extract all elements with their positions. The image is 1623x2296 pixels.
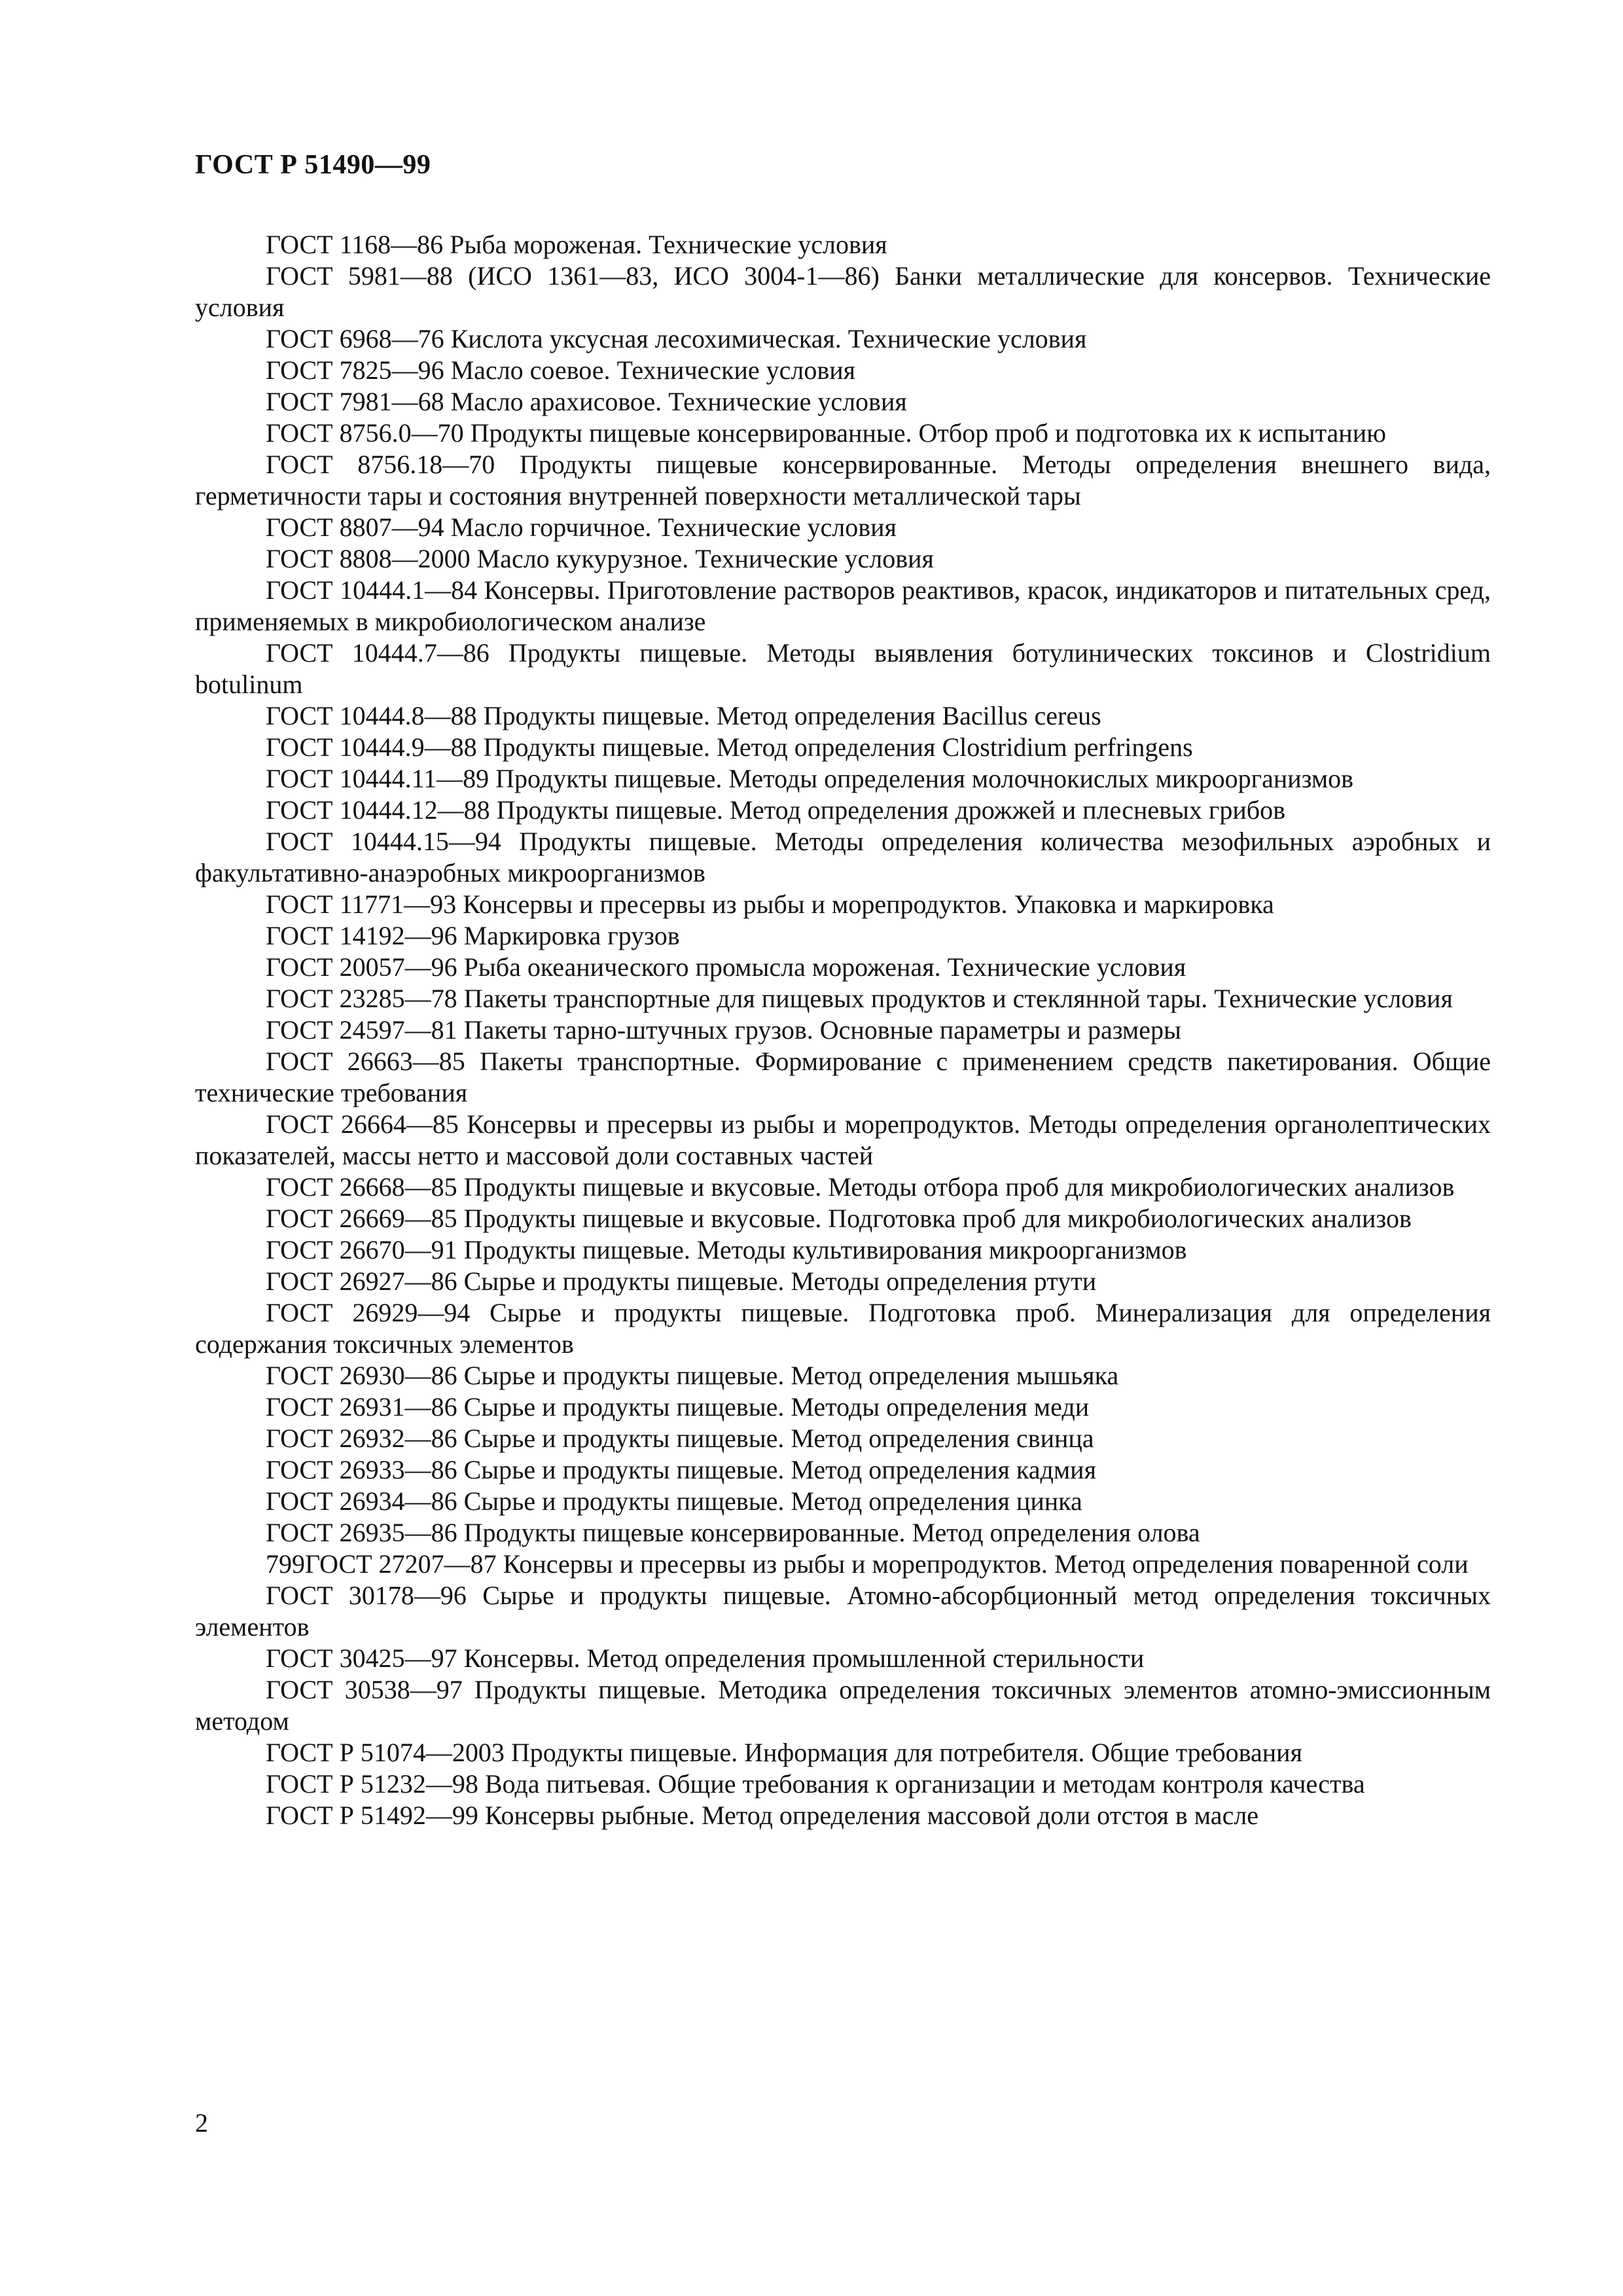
reference-entry: ГОСТ 14192—96 Маркировка грузов: [266, 921, 680, 950]
reference-entry: ГОСТ 26927—86 Сырье и продукты пищевые. Методы определения ртути: [266, 1266, 1097, 1296]
reference-entry: ГОСТ 10444.1—84 Консервы. Приготовление растворов реактивов, красок, индикаторов и питательных сред, применяемых в микробиологическом анализе: [195, 575, 1491, 636]
reference-entry: ГОСТ Р 51232—98 Вода питьевая. Общие требования к организации и методам контроля качества: [266, 1769, 1365, 1799]
reference-entry: ГОСТ 26932—86 Сырье и продукты пищевые. Метод определения свинца: [266, 1424, 1094, 1453]
reference-entry: ГОСТ 10444.9—88 Продукты пищевые. Метод определения Clostridium perfringens: [266, 732, 1193, 762]
reference-entry: ГОСТ 26670—91 Продукты пищевые. Методы культивирования микроорганизмов: [266, 1235, 1187, 1265]
normative-references-list: [195, 229, 1491, 1831]
reference-entry: ГОСТ 11771—93 Консервы и пресервы из рыбы и морепродуктов. Упаковка и маркировка: [266, 889, 1274, 919]
reference-entry: ГОСТ Р 51074—2003 Продукты пищевые. Информация для потребителя. Общие требования: [266, 1738, 1302, 1767]
reference-entry: ГОСТ 8756.0—70 Продукты пищевые консервированные. Отбор проб и подготовка их к испытанию: [266, 418, 1386, 448]
reference-entry: ГОСТ 26931—86 Сырье и продукты пищевые. Методы определения меди: [266, 1392, 1090, 1422]
reference-entry: ГОСТ 30425—97 Консервы. Метод определения промышленной стерильности: [266, 1643, 1145, 1673]
reference-entry: ГОСТ 26933—86 Сырье и продукты пищевые. Метод определения кадмия: [266, 1455, 1096, 1484]
reference-entry: ГОСТ 7825—96 Масло соевое. Технические условия: [266, 355, 856, 385]
reference-entry: ГОСТ 26935—86 Продукты пищевые консервированные. Метод определения олова: [266, 1518, 1200, 1547]
reference-entry: ГОСТ 26669—85 Продукты пищевые и вкусовые. Подготовка проб для микробиологических анализов: [266, 1204, 1412, 1233]
reference-entry: ГОСТ 10444.11—89 Продукты пищевые. Методы определения молочнокислых микроорганизмов: [266, 764, 1354, 793]
page-number: 2: [195, 2108, 208, 2138]
reference-entry: ГОСТ 30178—96 Сырье и продукты пищевые. Атомно-абсорбционный метод определения токсичных элементов: [195, 1581, 1491, 1641]
reference-entry: ГОСТ 24597—81 Пакеты тарно-штучных грузов. Основные параметры и размеры: [266, 1015, 1181, 1045]
reference-entry: ГОСТ 6968—76 Кислота уксусная лесохимическая. Технические условия: [266, 324, 1087, 353]
reference-entry: ГОСТ 26668—85 Продукты пищевые и вкусовые. Методы отбора проб для микробиологических анализов: [266, 1172, 1455, 1202]
reference-entry: ГОСТ 10444.8—88 Продукты пищевые. Метод определения Bacillus cereus: [266, 701, 1101, 730]
reference-entry: ГОСТ 8756.18—70 Продукты пищевые консервированные. Методы определения внешнего вида, герметичности тары и состояния внутренней поверхности металлической тары: [195, 450, 1491, 511]
reference-entry: 799ГОСТ 27207—87 Консервы и пресервы из рыбы и морепродуктов. Метод определения поваренной соли: [266, 1549, 1469, 1579]
reference-entry: ГОСТ 30538—97 Продукты пищевые. Методика определения токсичных элементов атомно-эмиссионным методом: [195, 1675, 1491, 1736]
reference-entry: ГОСТ 1168—86 Рыба мороженая. Технические условия: [266, 230, 887, 259]
reference-entry: ГОСТ 8807—94 Масло горчичное. Технические условия: [266, 512, 897, 542]
document-header-title: ГОСТ Р 51490—99: [195, 150, 431, 180]
reference-entry: ГОСТ 26930—86 Сырье и продукты пищевые. Метод определения мышьяка: [266, 1361, 1119, 1390]
reference-entry: ГОСТ 10444.15—94 Продукты пищевые. Методы определения количества мезофильных аэробных и факультативно-анаэробных микроорганизмов: [195, 827, 1491, 888]
reference-entry: ГОСТ 26664—85 Консервы и пресервы из рыбы и морепродуктов. Методы определения органолептических показателей, массы нетто и массовой доли составных частей: [195, 1109, 1491, 1170]
reference-entry: ГОСТ 5981—88 (ИСО 1361—83, ИСО 3004-1—86) Банки металлические для консервов. Технические условия: [195, 261, 1491, 322]
reference-entry: ГОСТ 26929—94 Сырье и продукты пищевые. Подготовка проб. Минерализация для определения содержания токсичных элементов: [195, 1298, 1491, 1359]
reference-entry: ГОСТ 10444.12—88 Продукты пищевые. Метод определения дрожжей и плесневых грибов: [266, 795, 1285, 825]
reference-entry: ГОСТ 26663—85 Пакеты транспортные. Формирование с применением средств пакетирования. Общие технические требования: [195, 1047, 1491, 1107]
reference-entry: ГОСТ 26934—86 Сырье и продукты пищевые. Метод определения цинка: [266, 1486, 1082, 1516]
reference-entry: ГОСТ 20057—96 Рыба океанического промысла мороженая. Технические условия: [266, 952, 1186, 982]
reference-entry: ГОСТ 8808—2000 Масло кукурузное. Технические условия: [266, 544, 934, 573]
reference-entry: ГОСТ 7981—68 Масло арахисовое. Технические условия: [266, 387, 907, 416]
reference-entry: ГОСТ 23285—78 Пакеты транспортные для пищевых продуктов и стеклянной тары. Технические условия: [266, 984, 1453, 1013]
reference-entry: ГОСТ Р 51492—99 Консервы рыбные. Метод определения массовой доли отстоя в масле: [266, 1801, 1259, 1830]
reference-entry: ГОСТ 10444.7—86 Продукты пищевые. Методы выявления ботулинических токсинов и Clostridium botulinum: [195, 638, 1491, 699]
